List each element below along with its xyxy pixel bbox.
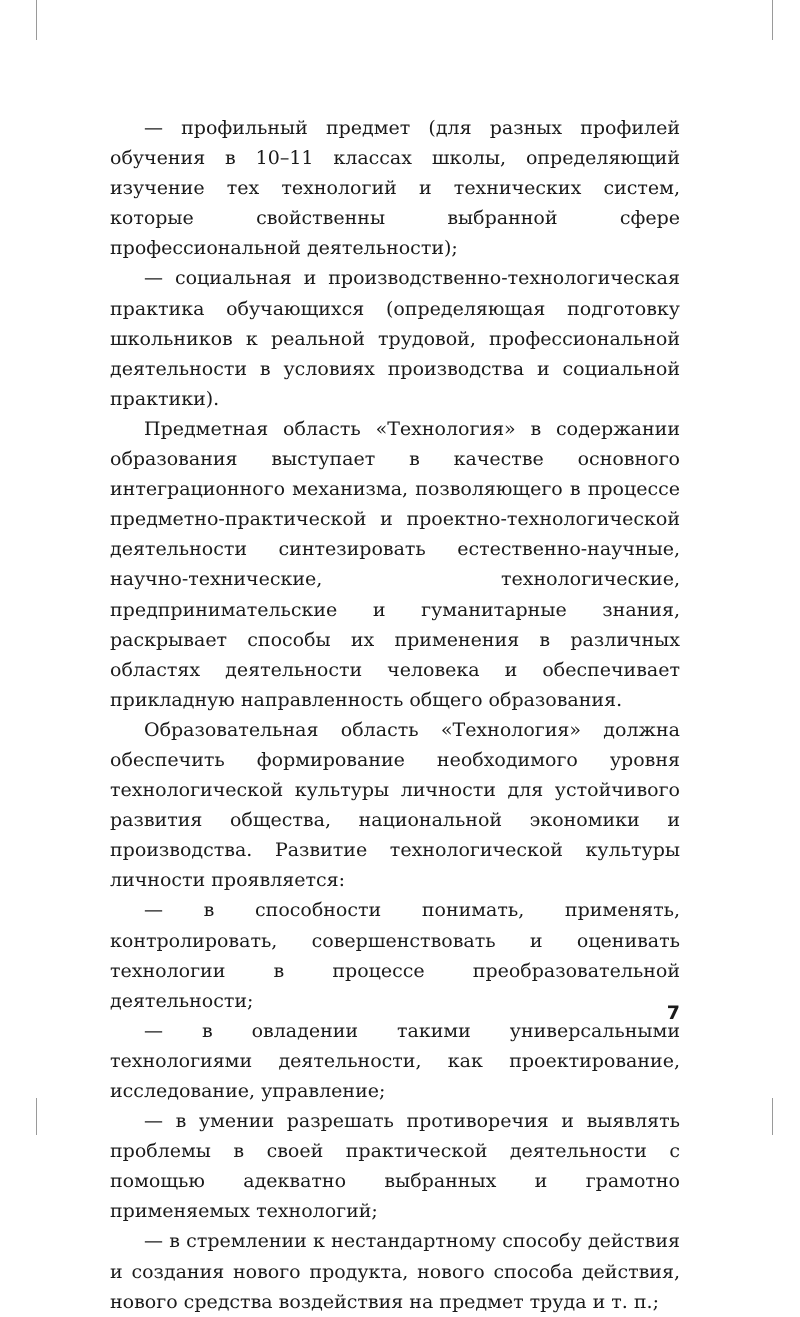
- crop-mark-bottom-right: [772, 1098, 773, 1135]
- paragraph-skill: — в умении разрешать противоречия и выявлять проблемы в своей практической деятельности с помощью адекватно выбранных и грамотно применяемых технологий;: [110, 1110, 680, 1223]
- crop-mark-bottom-left: [36, 1098, 37, 1135]
- paragraph-striving: — в стремлении к нестандартному способу действия и создания нового продукта, нового способа действия, нового средства воздействия на предмет труда и т. п.;: [110, 1230, 680, 1313]
- crop-mark-top-right: [772, 0, 773, 40]
- page-number: 7: [666, 1002, 680, 1024]
- page-body: [110, 113, 680, 1317]
- paragraph-educational-area: Образовательная область «Технология» должна обеспечить формирование необходимого уровня технологической культуры личности для устойчивого развития общества, национальной экономики и производства. Развитие технологической культуры личности проявляется:: [110, 718, 680, 892]
- paragraph-profile-subject: — профильный предмет (для разных профилей обучения в 10–11 классах школы, определяющий изучение тех технологий и технических систем, которые свойственны выбранной сфере профессиональной деятельности);: [110, 117, 680, 260]
- paragraph-mastery: — в овладении такими универсальными технологиями деятельности, как проектирование, исследование, управление;: [110, 1019, 680, 1102]
- paragraph-subject-area: Предметная область «Технология» в содержании образования выступает в качестве основного интеграционного механизма, позволяющего в процессе предметно-практической и проектно-технологической деятельности синтезировать естественно-научные, научно-технические, технологические, предпринимательские и гуманитарные знания, раскрывает способы их применения в различных областях деятельности человека и обеспечивает прикладную направленность общего образования.: [110, 417, 680, 711]
- paragraph-social-practice: — социальная и производственно-технологическая практика обучающихся (определяющая подготовку школьников к реальной трудовой, профессиональной деятельности в условиях производства и социальной практики).: [110, 267, 680, 410]
- crop-mark-top-left: [36, 0, 37, 40]
- paragraph-ability: — в способности понимать, применять, контролировать, совершенствовать и оценивать технологии в процессе преобразовательной деятельности;: [110, 899, 680, 1012]
